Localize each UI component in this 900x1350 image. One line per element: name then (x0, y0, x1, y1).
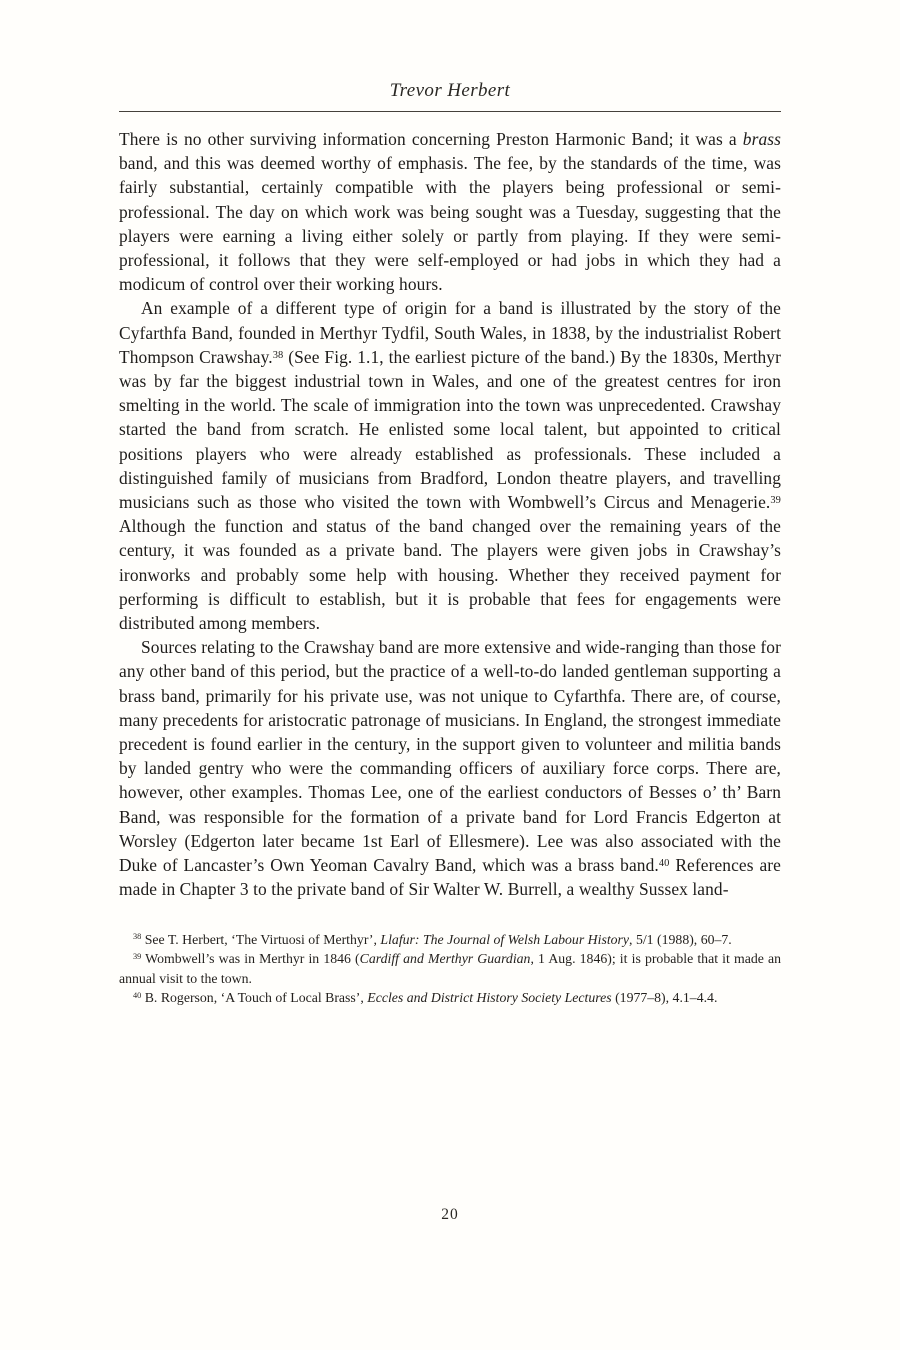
text-run: , 5/1 (1988), 60–7. (629, 931, 732, 947)
text-run: (1977–8), 4.1–4.4. (611, 990, 718, 1006)
italic-text: Eccles and District History Society Lectures (367, 990, 612, 1006)
footnote (119, 988, 781, 1008)
text-run: There is no other surviving information concerning Preston Harmonic Band; it was a (119, 129, 743, 149)
text-run: Sources relating to the Crawshay band are more extensive and wide-ranging than those for any other band of this period, but the practice of a well-to-do landed gentleman supporting a brass band, primarily for his private use, was not unique to Cyfarthfa. There are, of course, many precedents for aristocratic patronage of musicians. In England, the strongest immediate precedent is found earlier in the century, in the support given to volunteer and militia bands by landed gentry who were the commanding officers of auxiliary force corps. There are, however, other examples. Thomas Lee, one of the earliest conductors of Besses o’ th’ Barn Band, was responsible for the formation of a private band for Lord Francis Edgerton at Worsley (Edgerton later became 1st Earl of Ellesmere). Lee was also associated with the Duke of Lancaster’s Own Yeoman Cavalry Band, which was a brass band. (119, 637, 781, 876)
text-column (119, 0, 781, 1008)
italic-text: brass (742, 129, 781, 149)
text-run: band, and this was deemed worthy of emphasis. The fee, by the standards of the time, was fairly substantial, certainly compatible with the players being professional or semi-professional. The day on which work was being sought was a Tuesday, suggesting that the players were earning a living either solely or partly from playing. If they were semi-professional, it follows that they were self-employed or had jobs in which they had a modicum of control over their working hours. (119, 153, 781, 295)
header-rule (119, 111, 781, 112)
footnote-marker: 39 (770, 494, 781, 506)
footnote-marker: 38 (133, 932, 142, 942)
paragraph (119, 127, 781, 296)
footnote (119, 949, 781, 988)
paragraph (119, 296, 781, 635)
text-run: Although the function and status of the band changed over the remaining years of the century, it was founded as a private band. The players were given jobs in Crawshay’s ironworks and probably some help with housing. Whether they received payment for performing is difficult to establish, but it is probable that fees for engagements were distributed among members. (119, 516, 781, 634)
text-run: , 1 Aug. 1846); it is probable that it made an annual visit to the town. (119, 951, 781, 986)
body-paragraphs (119, 127, 781, 902)
footnote-marker: 38 (272, 349, 284, 361)
footnote-marker: 40 (658, 857, 670, 869)
text-run: Wombwell’s was in Merthyr in 1846 ( (141, 951, 360, 967)
running-head-author: Trevor Herbert (389, 80, 511, 101)
text-run: See T. Herbert, ‘The Virtuosi of Merthyr’, (141, 931, 381, 947)
page-number: 20 (441, 1206, 459, 1223)
text-run: B. Rogerson, ‘A Touch of Local Brass’, (141, 990, 368, 1006)
text-run: References are made in Chapter 3 to the private band of Sir Walter W. Burrell, a wealthy Sussex land- (119, 855, 781, 900)
footnotes (119, 930, 781, 1008)
text-run: An example of a different type of origin for a band is illustrated by the story of the Cyfarthfa Band, founded in Merthyr Tydfil, South Wales, in 1838, by the industrialist Robert Thompson Crawshay. (119, 298, 781, 367)
text-run: (See Fig. 1.1, the earliest picture of the band.) By the 1830s, Merthyr was by far the biggest industrial town in Wales, and one of the greatest centres for iron smelting in the world. The scale of immigration into the town was unprecedented. Crawshay started the band from scratch. He enlisted some local talent, but appointed to critical positions players who were already established as professionals. These included a distinguished family of musicians from Bradford, London theatre players, and travelling musicians such as those who visited the town with Wombwell’s Circus and Menagerie. (119, 346, 781, 513)
footnote-marker: 40 (133, 991, 142, 1001)
footnote (119, 930, 781, 950)
italic-text: Cardiff and Merthyr Guardian (359, 951, 531, 967)
footnote-marker: 39 (133, 951, 142, 961)
paragraph (119, 635, 781, 901)
italic-text: Llafur: The Journal of Welsh Labour History (380, 931, 630, 947)
